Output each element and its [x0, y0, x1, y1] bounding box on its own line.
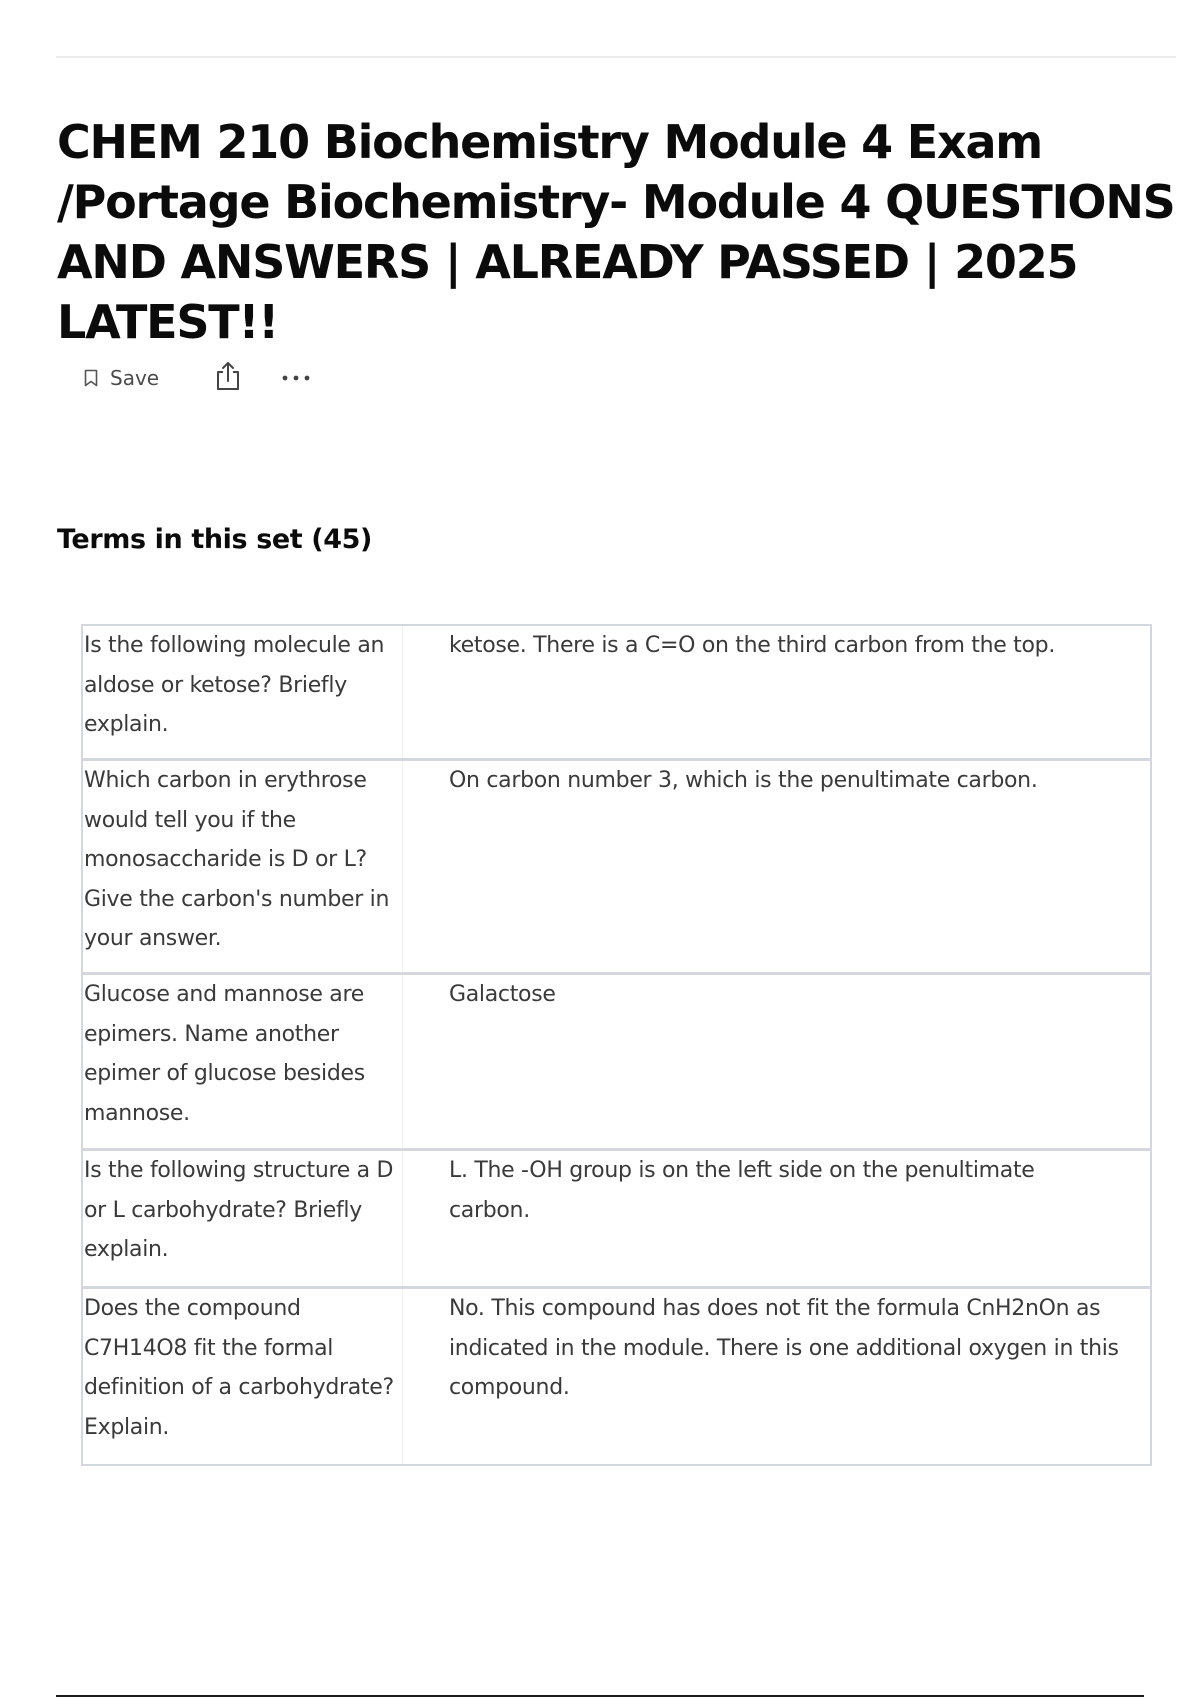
term-answer: No. This compound has does not fit the formula CnH2nOn as indicated in the module. There is one additional oxygen in this compound.: [449, 1296, 1119, 1400]
term-answer: L. The -OH group is on the left side on the penultimate carbon.: [449, 1158, 1035, 1223]
terms-heading: Terms in this set (45): [57, 524, 372, 555]
share-button[interactable]: [215, 361, 241, 396]
toolbar: [84, 360, 311, 396]
bottom-divider: [56, 1695, 1144, 1697]
term-question: Does the compound C7H14O8 fit the formal definition of a carbohydrate? Explain.: [83, 1289, 403, 1464]
term-answer: Galactose: [449, 982, 556, 1007]
more-options-button[interactable]: [281, 369, 311, 387]
save-button[interactable]: [84, 366, 159, 390]
term-answer: ketose. There is a C=O on the third carbon from the top.: [449, 633, 1056, 658]
term-answer: On carbon number 3, which is the penultimate carbon.: [449, 768, 1038, 793]
term-row: [83, 761, 1150, 975]
term-row: [83, 626, 1150, 761]
term-row: [83, 1289, 1150, 1464]
term-row: [83, 975, 1150, 1151]
document-title: CHEM 210 Biochemistry Module 4 Exam /Portage Biochemistry- Module 4 QUESTIONS AND ANSWERS | ALREADY PASSED | 2025 LATEST!!: [57, 115, 1175, 349]
save-label: Save: [110, 366, 160, 390]
term-row: [83, 1151, 1150, 1289]
term-question: Is the following structure a D or L carbohydrate? Briefly explain.: [83, 1151, 403, 1286]
share-icon: [215, 361, 241, 396]
terms-table: [81, 624, 1152, 1466]
more-icon: [281, 369, 311, 387]
top-divider: [56, 56, 1176, 58]
bookmark-icon: [84, 369, 98, 387]
term-question: Is the following molecule an aldose or ketose? Briefly explain.: [83, 626, 403, 758]
term-question: Which carbon in erythrose would tell you if the monosaccharide is D or L? Give the carbon's number in your answer.: [83, 761, 403, 972]
term-question: Glucose and mannose are epimers. Name another epimer of glucose besides mannose.: [83, 975, 403, 1148]
